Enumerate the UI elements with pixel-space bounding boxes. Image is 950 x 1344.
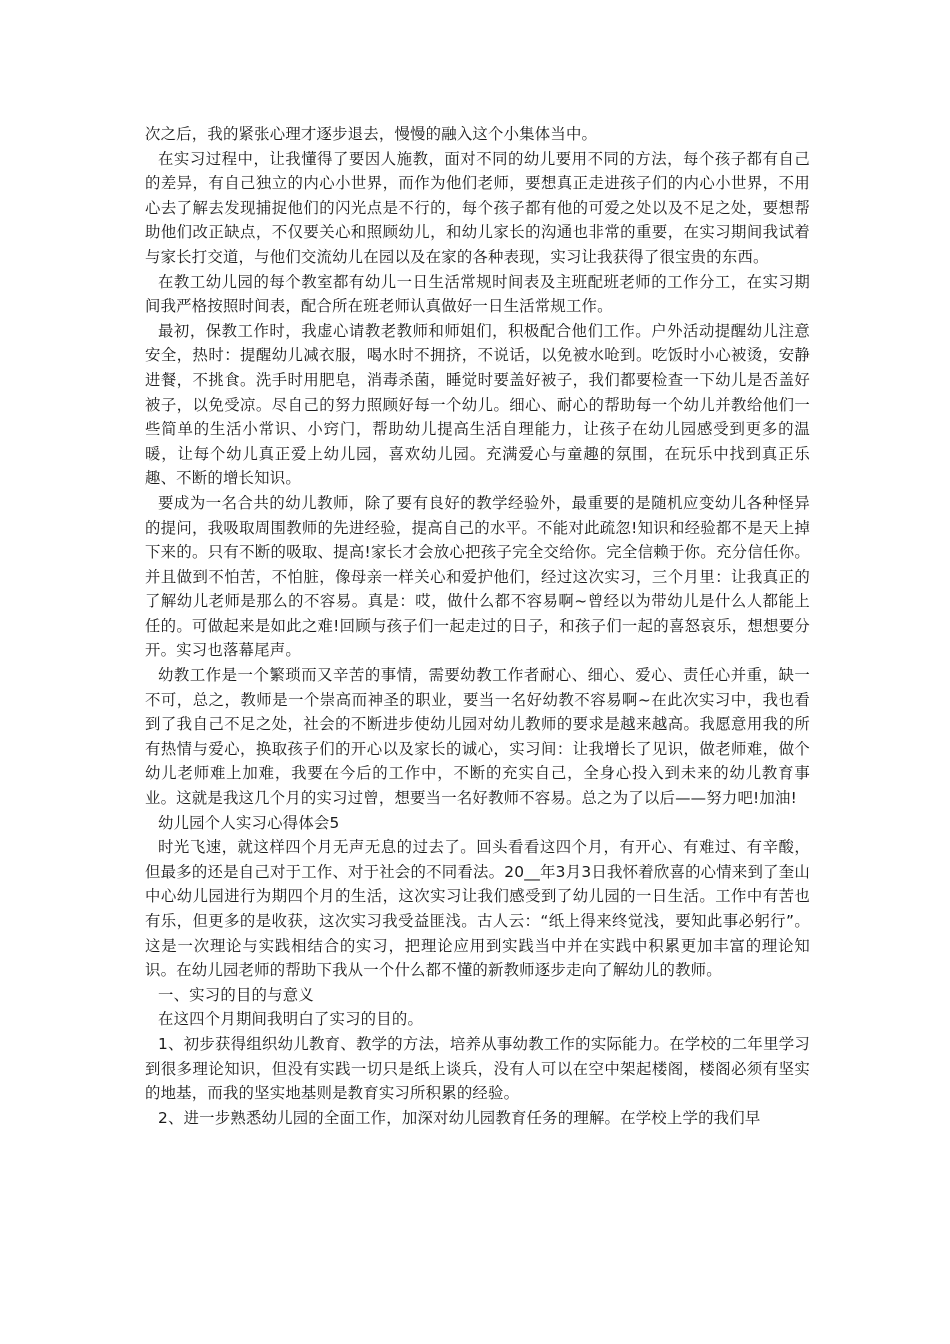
- paragraph: 1、初步获得组织幼儿教育、教学的方法，培养从事幼教工作的实际能力。在学校的二年里学习到很多理论知识，但没有实践一切只是纸上谈兵，没有人可以在空中架起楼阁，楼阁必须有坚实的地基，而我的坚实地基则是教育实习所积累的经验。: [145, 1034, 810, 1103]
- paragraph: 次之后，我的紧张心理才逐步退去，慢慢的融入这个小集体当中。: [145, 125, 598, 143]
- paragraph: 在教工幼儿园的每个教室都有幼儿一日生活常规时间表及主班配班老师的工作分工，在实习期间我严格按照时间表，配合所在班老师认真做好一日生活常规工作。: [145, 272, 810, 316]
- document-body: [145, 122, 810, 1130]
- paragraph: 要成为一名合共的幼儿教师，除了要有良好的教学经验外，最重要的是随机应变幼儿各种怪异的提问，我吸取周围教师的先进经验，提高自己的水平。不能对此疏忽!知识和经验都不是天上掉下来的。只有不断的吸取、提高!家长才会放心把孩子完全交给你。完全信赖于你。充分信任你。并且做到不怕苦，不怕脏，像母亲一样关心和爱护他们，经过这次实习，三个月里：让我真正的了解幼儿老师是那么的不容易。真是：哎，做什么都不容易啊~曾经以为带幼儿是什么人都能上任的。可做起来是如此之难!回顾与孩子们一起走过的日子，和孩子们一起的喜怒哀乐，想想要分开。实习也落幕尾声。: [145, 493, 810, 660]
- paragraph: 一、实习的目的与意义: [158, 985, 314, 1004]
- paragraph: 在这四个月期间我明白了实习的目的。: [158, 1010, 424, 1029]
- paragraph: 幼教工作是一个繁琐而又辛苦的事情，需要幼教工作者耐心、细心、爱心、责任心并重，缺一不可，总之，教师是一个崇高而神圣的职业，要当一名好幼教不容易啊~在此次实习中，我也看到了我自己不足之处，社会的不断进步使幼儿园对幼儿教师的要求是越来越高。我愿意用我的所有热情与爱心，换取孩子们的开心以及家长的诚心，实习间：让我增长了见识，做老师难，做个幼儿老师难上加难，我要在今后的工作中，不断的充实自己，全身心投入到未来的幼儿教育事业。这就是我这几个月的实习过曾，想要当一名好教师不容易。总之为了以后——努力吧!加油!: [145, 666, 810, 808]
- paragraph: 在实习过程中，让我懂得了要因人施教，面对不同的幼儿要用不同的方法，每个孩子都有自己的差异，有自己独立的内心小世界，而作为他们老师，要想真正走进孩子们的内心小世界，不用心去了解去发现捕捉他们的闪光点是不行的，每个孩子都有他的可爱之处以及不足之处，要想帮助他们改正缺点，不仅要关心和照顾幼儿，和幼儿家长的沟通也非常的重要，在实习期间我试着与家长打交道，与他们交流幼儿在园以及在家的各种表现，实习让我获得了很宝贵的东西。: [145, 149, 810, 266]
- paragraph: 2、进一步熟悉幼儿园的全面工作，加深对幼儿园教育任务的理解。在学校上学的我们早: [158, 1108, 761, 1127]
- paragraph: 幼儿园个人实习心得体会5: [158, 813, 340, 832]
- paragraph: 最初，保教工作时，我虚心请教老教师和师姐们，积极配合他们工作。户外活动提醒幼儿注意安全，热时：提醒幼儿减衣服，喝水时不拥挤，不说话，以免被水呛到。吃饭时小心被烫，安静进餐，不挑食。洗手时用肥皂，消毒杀菌，睡觉时要盖好被子，我们都要检查一下幼儿是否盖好被子，以免受凉。尽自己的努力照顾好每一个幼儿。细心、耐心的帮助每一个幼儿并教给他们一些简单的生活小常识、小窍门，帮助幼儿提高生活自理能力，让孩子在幼儿园感受到更多的温暖，让每个幼儿真正爱上幼儿园，喜欢幼儿园。充满爱心与童趣的氛围，在玩乐中找到真正乐趣、不断的增长知识。: [145, 321, 810, 488]
- paragraph: 时光飞速，就这样四个月无声无息的过去了。回头看看这四个月，有开心、有难过、有辛酸，但最多的还是自己对于工作、对于社会的不同看法。20__年3月3日我怀着欣喜的心情来到了奎山中心幼儿园进行为期四个月的生活，这次实习让我们感受到了幼儿园的一日生活。工作中有苦也有乐，但更多的是收获，这次实习我受益匪浅。古人云：“纸上得来终觉浅，要知此事必躬行”。这是一次理论与实践相结合的实习，把理论应用到实践当中并在实践中积累更加丰富的理论知识。在幼儿园老师的帮助下我从一个什么都不懂的新教师逐步走向了解幼儿的教师。: [145, 838, 810, 980]
